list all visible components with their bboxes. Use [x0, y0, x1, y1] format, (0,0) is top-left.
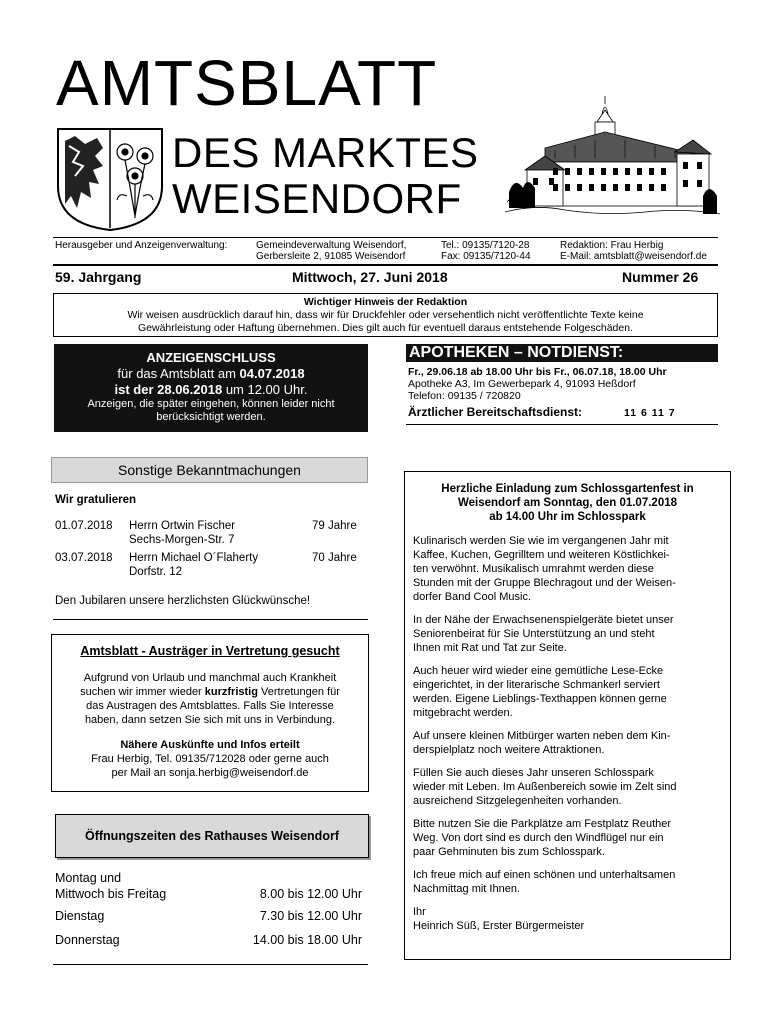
einladung-title-2: Weisendorf am Sonntag, den 01.07.2018: [458, 497, 677, 509]
gratulieren-heading: Wir gratulieren: [55, 494, 137, 506]
castle-illustration-icon: [505, 92, 720, 234]
einladung-paragraph: [413, 729, 725, 757]
einladung-title-3: ab 14.00 Uhr im Schlosspark: [489, 511, 646, 523]
bekanntmachungen-header: Sonstige Bekanntmachungen: [51, 457, 368, 483]
anzeigenschluss-title: ANZEIGENSCHLUSS: [146, 350, 276, 365]
notice-line-1: Wir weisen ausdrücklich darauf hin, dass wir für Druckfehler oder versehentlich nicht veröffentlichte Texte keine: [127, 309, 644, 321]
austraeger-p1-line4: haben, dann setzen Sie sich mit uns in Verbindung.: [84, 714, 336, 726]
einladung-line: Nachmittag mit Ihnen.: [413, 883, 520, 895]
einladung-paragraph: [413, 613, 725, 655]
gratulation-date-2: 03.07.2018: [55, 552, 113, 564]
einladung-line: Kulinarisch werden Sie wie im vergangenen Jahr mit: [413, 535, 669, 547]
publisher-email: E-Mail: amtsblatt@weisendorf.de: [560, 251, 707, 262]
oeffnung-time-3: 14.00 bis 18.00 Uhr: [252, 933, 362, 947]
bereitschaft-number: 11 6 11 7: [624, 407, 676, 419]
gratulation-closing: Den Jubilaren unsere herzlichsten Glückwünsche!: [55, 595, 311, 607]
issue-date: Mittwoch, 27. Juni 2018: [292, 269, 448, 285]
publisher-address-1: Gemeindeverwaltung Weisendorf,: [256, 240, 407, 251]
apotheken-address: Apotheke A3, Im Gewerbepark 4, 91093 Heßdorf: [408, 378, 636, 390]
einladung-line: derspielplatz noch weitere Attraktionen.: [413, 744, 605, 756]
einladung-line: Heinrich Süß, Erster Bürgermeister: [413, 920, 585, 932]
publisher-editor: Redaktion: Frau Herbig: [560, 240, 664, 251]
austraeger-p1-line2-b: kurzfristig: [204, 686, 258, 698]
einladung-line: paar Gehminuten bis zum Schlosspark.: [413, 846, 605, 858]
einladung-paragraph: [413, 766, 725, 808]
einladung-line: Ihr: [413, 906, 426, 918]
publisher-address-2: Gerbersleite 2, 91085 Weisendorf: [256, 251, 406, 262]
anzeigenschluss-line1-b: 04.07.2018: [239, 366, 305, 381]
gratulation-name-1: Herrn Ortwin Fischer: [129, 520, 236, 532]
einladung-line: Auch heuer wird wieder eine gemütliche Lese-Ecke: [413, 665, 664, 677]
anzeigenschluss-line4: berücksichtigt werden.: [156, 411, 266, 423]
einladung-paragraph: [413, 534, 725, 604]
einladung-line: Füllen Sie auch dieses Jahr unseren Schlosspark: [413, 767, 654, 779]
einladung-line: ausreichend Sitzgelegenheiten vorhanden.: [413, 795, 622, 807]
gratulation-age-2: 70 Jahre: [312, 552, 357, 564]
publisher-tel: Tel.: 09135/7120-28: [441, 240, 530, 251]
coat-of-arms-icon: [55, 126, 165, 232]
publisher-fax: Fax: 09135/7120-44: [441, 251, 531, 262]
einladung-line: Ich freue mich auf einen schönen und unterhaltsamen: [413, 869, 676, 881]
einladung-line: Auf unsere kleinen Mitbürger warten neben dem Kin-: [413, 730, 671, 742]
austraeger-p1-line2-c: Vertretungen für: [257, 686, 340, 698]
einladung-line: Bitte nutzen Sie die Parkplätze am Festplatz Reuther: [413, 818, 672, 830]
anzeigenschluss-line2-b: um 12.00 Uhr.: [222, 382, 308, 397]
einladung-line: Seniorenbeirat für Sie Unterstützung an und steht: [413, 628, 655, 640]
gratulation-name-2: Herrn Michael O´Flaherty: [129, 552, 259, 564]
issue-number: Nummer 26: [622, 269, 699, 285]
oeffnung-day-3: Donnerstag: [55, 933, 120, 947]
austraeger-p1-line1: Aufgrund von Urlaub und manchmal auch Krankheit: [83, 672, 337, 684]
masthead-subtitle-1: DES MARKTES: [172, 129, 479, 176]
austraeger-title: Amtsblatt - Austräger in Vertretung gesucht: [80, 644, 340, 658]
anzeigenschluss-line1-a: für das Amtsblatt am: [117, 366, 240, 381]
issue-volume: 59. Jahrgang: [55, 269, 142, 285]
austraeger-p2-line1: Frau Herbig, Tel. 09135/712028 oder gerne auch: [91, 753, 329, 765]
notice-line-2: Gewährleistung oder Haftung übernehmen. Dies gilt auch für eventuell daraus entstehende Folgeschäden.: [138, 322, 633, 334]
einladung-line: werden. Eigene Lieblings-Texthappen können gerne: [413, 693, 667, 705]
masthead-subtitle-2: WEISENDORF: [172, 175, 462, 222]
einladung-paragraph: [413, 905, 725, 933]
einladung-line: Kaffee, Kuchen, Gegrilltem und weiteren Köstlichkei-: [413, 549, 670, 561]
austraeger-box: [51, 634, 369, 792]
einladung-line: Stunden mit der Gruppe Blechragout und der Weisen-: [413, 577, 676, 589]
austraeger-p1-line3: das Austragen des Amtsblattes. Falls Sie Interesse: [86, 700, 334, 712]
oeffnungszeiten-header: Öffnungszeiten des Rathauses Weisendorf: [55, 814, 369, 858]
oeffnung-day-1a: Montag und: [55, 871, 122, 885]
einladung-box: [404, 471, 731, 960]
austraeger-p2-line2: per Mail an sonja.herbig@weisendorf.de: [111, 767, 309, 779]
publisher-label: Herausgeber und Anzeigenverwaltung:: [55, 240, 228, 251]
apotheken-phone: Telefon: 09135 / 720820: [408, 390, 521, 402]
einladung-line: mitgebracht werden.: [413, 707, 513, 719]
oeffnung-time-2: 7.30 bis 12.00 Uhr: [259, 909, 362, 923]
editorial-notice: [53, 293, 718, 337]
apotheken-period: Fr., 29.06.18 ab 18.00 Uhr bis Fr., 06.07.18, 18.00 Uhr: [408, 366, 667, 378]
masthead-title: AMTSBLATT: [56, 47, 438, 119]
gratulation-age-1: 79 Jahre: [312, 520, 357, 532]
notice-title: Wichtiger Hinweis der Redaktion: [303, 296, 468, 308]
anzeigenschluss-box: [54, 344, 368, 432]
einladung-line: eingerichtet, in der literarische Schmankerl serviert: [413, 679, 660, 691]
austraeger-p2-title: Nähere Auskünfte und Infos erteilt: [120, 739, 300, 751]
oeffnung-day-1b: Mittwoch bis Freitag: [55, 887, 167, 901]
anzeigenschluss-line2-a: ist der 28.06.2018: [114, 382, 223, 397]
oeffnung-time-1: 8.00 bis 12.00 Uhr: [259, 887, 362, 901]
gratulation-date-1: 01.07.2018: [55, 520, 113, 532]
einladung-line: Weg. Von dort sind es durch den Windflügel nur ein: [413, 832, 664, 844]
bereitschaft-label: Ärztlicher Bereitschaftsdienst:: [408, 405, 583, 419]
einladung-line: dorfer Band Cool Music.: [413, 591, 531, 603]
einladung-paragraph: [413, 817, 725, 859]
oeffnung-day-2: Dienstag: [55, 909, 105, 923]
einladung-line: ten verwöhnt. Musikalisch umrahmt werden diese: [413, 563, 654, 575]
einladung-line: wieder mit Leben. Im Außenbereich sowie im Zelt sind: [413, 781, 677, 793]
einladung-paragraph: [413, 868, 725, 896]
einladung-title-1: Herzliche Einladung zum Schlossgartenfest in: [441, 483, 694, 495]
einladung-paragraph: [413, 664, 725, 720]
anzeigenschluss-line3: Anzeigen, die später eingehen, können leider nicht: [87, 398, 335, 410]
apotheken-header: APOTHEKEN – NOTDIENST:: [406, 344, 718, 362]
einladung-line: In der Nähe der Erwachsenenspielgeräte bietet unser: [413, 614, 674, 626]
gratulation-street-1: Sechs-Morgen-Str. 7: [129, 534, 235, 546]
einladung-line: Ihnen mit Rat und Tat zur Seite.: [413, 642, 567, 654]
austraeger-p1-line2-a: suchen wir immer wieder: [80, 686, 205, 698]
gratulation-street-2: Dorfstr. 12: [129, 566, 183, 578]
